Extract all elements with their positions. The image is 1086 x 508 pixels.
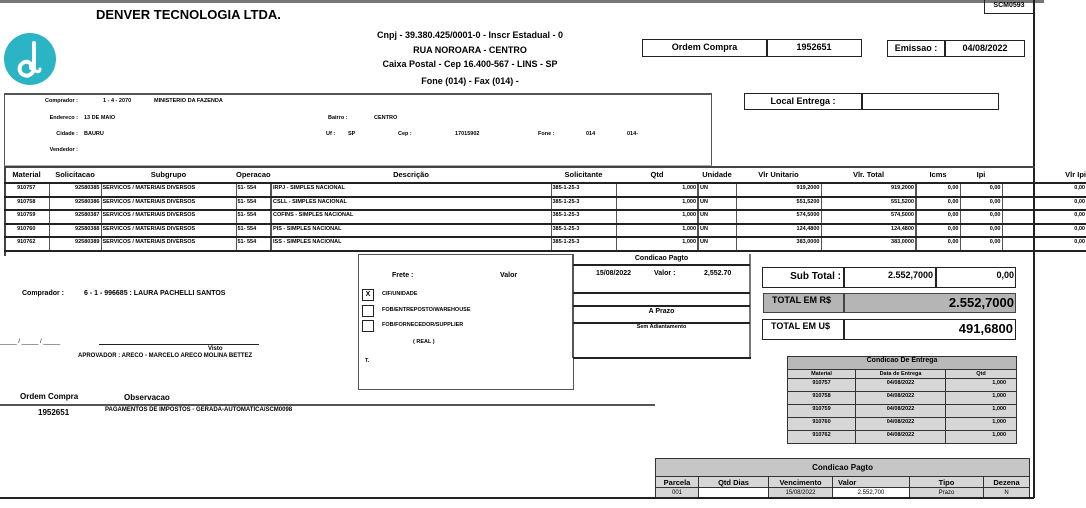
subtotal-box	[762, 267, 1016, 288]
subtotal-label: Sub Total :	[790, 271, 841, 282]
item-row	[4, 210, 1086, 224]
company-postal: Caixa Postal - Cep 16.400-567 - LINS - SP	[382, 59, 558, 69]
delivery-col-qtd: Qtd	[946, 370, 1017, 379]
cond-pagto-date: 15/08/2022	[596, 270, 632, 277]
item-solicitante: 385-1-25-3	[551, 210, 616, 224]
item-row	[4, 197, 1086, 211]
frete-label: Frete :	[392, 272, 414, 279]
cond-pagto-prazo: A Prazo	[648, 308, 675, 315]
purchaser-label: Comprador :	[22, 290, 64, 297]
company-phone: Fone (014) - Fax (014) -	[421, 76, 519, 86]
item-vlr-total: 551,5200	[821, 197, 916, 211]
frete-option-checkbox[interactable]: X	[362, 289, 374, 301]
col-vlr-total: Vlr. Total	[821, 167, 916, 183]
aprovador: APROVADOR : ARECO - MARCELO ARECO MOLINA BETTEZ	[78, 353, 253, 359]
frete-valor-label: Valor	[500, 272, 518, 279]
order-number: 1952651	[796, 42, 832, 52]
local-entrega-box	[744, 93, 999, 110]
item-descricao: ISS - SIMPLES NACIONAL	[271, 237, 551, 251]
cidade-label: Cidade :	[56, 131, 78, 137]
delivery-qtd: 1,000	[946, 431, 1017, 444]
frete-currency: ( REAL )	[413, 339, 435, 345]
item-solicitante: 385-1-25-3	[551, 237, 616, 251]
delivery-row	[788, 392, 1017, 405]
emission-label: Emissao :	[894, 43, 938, 53]
item-qtd: 1,000	[616, 197, 698, 211]
delivery-qtd: 1,000	[946, 418, 1017, 431]
fone-label: Fone :	[538, 131, 555, 137]
cond-pagto-title: Condicao Pagto	[634, 255, 689, 262]
item-vlr-unitario: 383,0000	[736, 237, 821, 251]
item-ipi: 0,00	[960, 197, 1002, 211]
bairro-value: CENTRO	[374, 115, 398, 121]
item-subgrupo: SERVICOS / MATERIAIS DIVERSOS	[101, 210, 236, 224]
item-descricao: PIS - SIMPLES NACIONAL	[271, 224, 551, 238]
item-solicitacao: 92580387	[49, 210, 101, 224]
col-vlr-ipi: Vlr Ipi	[1002, 167, 1086, 183]
item-material: 910760	[4, 224, 49, 238]
item-qtd: 1,000	[616, 224, 698, 238]
col-subgrupo: Subgrupo	[101, 167, 236, 183]
frete-option-label: CIF/UNIDADE	[382, 291, 418, 297]
item-vlr-ipi: 0,00	[1002, 183, 1086, 197]
delivery-qtd: 1,000	[946, 379, 1017, 392]
item-material: 910758	[4, 197, 49, 211]
cep-value: 17015902	[455, 131, 480, 137]
delivery-material: 910760	[788, 418, 856, 431]
item-vlr-unitario: 919,2000	[736, 183, 821, 197]
col-material: Material	[4, 167, 49, 183]
installments-col-vencimento: Vencimento	[769, 477, 833, 488]
total-usd-box	[762, 319, 1016, 340]
total-usd-label: TOTAL EM U$	[771, 321, 831, 331]
subtotal-value: 2.552,7000	[887, 270, 933, 280]
frete-option-label: FOB/ENTREPOSTO/WAREHOUSE	[382, 307, 471, 313]
obs-label: Observacao	[124, 393, 170, 402]
item-vlr-ipi: 0,00	[1002, 197, 1086, 211]
obs-divider	[0, 404, 655, 406]
item-vlr-ipi: 0,00	[1002, 237, 1086, 251]
item-vlr-ipi: 0,00	[1002, 210, 1086, 224]
item-subgrupo: SERVICOS / MATERIAIS DIVERSOS	[101, 224, 236, 238]
item-unidade: UN	[698, 183, 736, 197]
company-logo	[4, 33, 56, 85]
endereco-value: 13 DE MAIO	[84, 115, 116, 121]
bottom-rule	[0, 497, 1034, 499]
item-operacao: 51- 554	[236, 237, 271, 251]
obs-value: PAGAMENTOS DE IMPOSTOS - GERADA-AUTOMATICA/SCM0098	[105, 407, 293, 413]
uf-value: SP	[348, 131, 356, 137]
cond-pagto-valor-label: Valor :	[654, 270, 676, 277]
total-brl-label: TOTAL EM R$	[772, 295, 832, 305]
items-table	[4, 167, 1086, 252]
fone-value-2: 014-	[627, 131, 639, 137]
top-rule	[0, 0, 1044, 3]
document-code: SCM0593	[984, 0, 1034, 14]
item-row	[4, 183, 1086, 197]
purchaser-value: 6 - 1 - 996685 : LAURA PACHELLI SANTOS	[84, 290, 226, 297]
item-material: 910759	[4, 210, 49, 224]
delivery-row	[788, 379, 1017, 392]
item-icms: 0,00	[916, 237, 960, 251]
item-icms: 0,00	[916, 197, 960, 211]
emission-date: 04/08/2022	[962, 43, 1008, 53]
item-vlr-total: 919,2000	[821, 183, 916, 197]
vendedor-label: Vendedor :	[49, 147, 78, 153]
delivery-material: 910757	[788, 379, 856, 392]
endereco-label: Endereco :	[49, 115, 78, 121]
item-ipi: 0,00	[960, 224, 1002, 238]
delivery-date: 04/08/2022	[856, 418, 946, 431]
installments-col-dezena: Dezena	[984, 477, 1030, 488]
installment-valor: 2.552,700	[833, 488, 910, 498]
delivery-conditions-table	[787, 356, 1017, 444]
delivery-date: 04/08/2022	[856, 405, 946, 418]
comprador-label: Comprador :	[45, 98, 78, 104]
item-operacao: 51- 554	[236, 183, 271, 197]
item-descricao: IRPJ - SIMPLES NACIONAL	[271, 183, 551, 197]
delivery-material: 910759	[788, 405, 856, 418]
col-ipi: Ipi	[960, 167, 1002, 183]
local-entrega-label: Local Entrega :	[770, 96, 836, 106]
item-vlr-unitario: 574,5000	[736, 210, 821, 224]
delivery-row	[788, 418, 1017, 431]
obs-ordem-label: Ordem Compra	[20, 392, 79, 401]
frete-option-checkbox[interactable]	[362, 305, 374, 317]
item-solicitante: 385-1-25-3	[551, 224, 616, 238]
item-ipi: 0,00	[960, 183, 1002, 197]
order-number-box	[642, 39, 862, 57]
installments-col-qtd-dias: Qtd Dias	[699, 477, 769, 488]
item-row	[4, 224, 1086, 238]
item-solicitacao: 92580386	[49, 197, 101, 211]
col-qtd: Qtd	[616, 167, 698, 183]
installment-dezena: N	[984, 488, 1030, 498]
item-operacao: 51- 554	[236, 197, 271, 211]
delivery-material: 910758	[788, 392, 856, 405]
installment-tipo: Prazo	[910, 488, 984, 498]
delivery-material: 910762	[788, 431, 856, 444]
installment-qtd-dias	[699, 488, 769, 498]
installments-col-tipo: Tipo	[910, 477, 984, 488]
item-vlr-total: 124,4800	[821, 224, 916, 238]
installment-parcela: 001	[656, 488, 699, 498]
fone-value-1: 014	[586, 131, 596, 137]
item-row	[4, 237, 1086, 251]
obs-ordem-value: 1952651	[38, 408, 70, 417]
item-ipi: 0,00	[960, 237, 1002, 251]
delivery-qtd: 1,000	[946, 405, 1017, 418]
total-usd-value: 491,6800	[958, 321, 1013, 336]
item-unidade: UN	[698, 237, 736, 251]
bairro-label: Bairro :	[328, 115, 348, 121]
item-qtd: 1,000	[616, 183, 698, 197]
cond-pagto-adiantamento: Sem Adiantamento	[636, 324, 687, 330]
signature-line	[99, 344, 259, 345]
logo-icon	[4, 33, 56, 85]
total-brl-box	[763, 293, 1016, 313]
item-vlr-ipi: 0,00	[1002, 224, 1086, 238]
item-solicitacao: 92580388	[49, 224, 101, 238]
comprador-code: 1 - 4 - 2070	[103, 98, 132, 104]
visto-label: Visto	[208, 346, 223, 352]
cep-label: Cep :	[398, 131, 412, 137]
item-icms: 0,00	[916, 224, 960, 238]
item-solicitante: 385-1-25-3	[551, 183, 616, 197]
col-solicitacao: Solicitacao	[49, 167, 101, 183]
company-address: RUA NOROARA - CENTRO	[413, 45, 527, 55]
item-ipi: 0,00	[960, 210, 1002, 224]
cidade-value: BAURU	[84, 131, 104, 137]
item-solicitacao: 92580385	[49, 183, 101, 197]
delivery-row	[788, 405, 1017, 418]
frete-option-label: FOB/FORNECEDOR/SUPPLIER	[382, 322, 464, 328]
frete-t-label: T.	[365, 358, 370, 364]
col-unidade: Unidade	[698, 167, 736, 183]
item-subgrupo: SERVICOS / MATERIAIS DIVERSOS	[101, 197, 236, 211]
item-descricao: CSLL - SIMPLES NACIONAL	[271, 197, 551, 211]
col-icms: Icms	[916, 167, 960, 183]
delivery-row	[788, 431, 1017, 444]
item-subgrupo: SERVICOS / MATERIAIS DIVERSOS	[101, 183, 236, 197]
col-vlr-unitario: Vlr Unitario	[736, 167, 821, 183]
installments-col-parcela: Parcela	[656, 477, 699, 488]
delivery-col-material: Material	[788, 370, 856, 379]
item-qtd: 1,000	[616, 210, 698, 224]
uf-label: Uf :	[326, 131, 336, 137]
delivery-qtd: 1,000	[946, 392, 1017, 405]
installment-vencimento: 15/08/2022	[769, 488, 833, 498]
company-name: DENVER TECNOLOGIA LTDA.	[96, 7, 281, 22]
item-unidade: UN	[698, 224, 736, 238]
item-unidade: UN	[698, 210, 736, 224]
delivery-date: 04/08/2022	[856, 431, 946, 444]
subtotal-ipi-value: 0,00	[996, 270, 1014, 280]
item-icms: 0,00	[916, 183, 960, 197]
item-operacao: 51- 554	[236, 210, 271, 224]
item-icms: 0,00	[916, 210, 960, 224]
frete-option-checkbox[interactable]	[362, 320, 374, 332]
item-unidade: UN	[698, 197, 736, 211]
item-subgrupo: SERVICOS / MATERIAIS DIVERSOS	[101, 237, 236, 251]
item-vlr-total: 383,0000	[821, 237, 916, 251]
delivery-date: 04/08/2022	[856, 379, 946, 392]
col-solicitante: Solicitante	[551, 167, 616, 183]
item-material: 910762	[4, 237, 49, 251]
delivery-date: 04/08/2022	[856, 392, 946, 405]
approval-date-blank: _____ / _____ / _____	[0, 339, 61, 345]
company-cnpj: Cnpj - 39.380.425/0001-0 - Inscr Estadual - 0	[376, 30, 564, 40]
delivery-col-data: Data de Entrega	[856, 370, 946, 379]
installments-col-valor: Valor	[833, 477, 910, 488]
installments-table	[655, 458, 1030, 498]
total-brl-value: 2.552,7000	[948, 295, 1014, 310]
emission-box	[887, 40, 1025, 57]
installments-title: Condicao Pagto	[656, 459, 1030, 477]
installment-row	[656, 488, 1030, 498]
item-solicitacao: 92580389	[49, 237, 101, 251]
col-descricao: Descrição	[271, 167, 551, 183]
item-qtd: 1,000	[616, 237, 698, 251]
item-vlr-total: 574,5000	[821, 210, 916, 224]
col-operacao: Operacao	[236, 167, 271, 183]
item-vlr-unitario: 551,5200	[736, 197, 821, 211]
order-label: Ordem Compra	[671, 42, 738, 52]
cond-pagto-valor: 2,552.70	[704, 270, 732, 277]
item-solicitante: 385-1-25-3	[551, 197, 616, 211]
item-material: 910757	[4, 183, 49, 197]
item-operacao: 51- 554	[236, 224, 271, 238]
item-descricao: COFINS - SIMPLES NACIONAL	[271, 210, 551, 224]
items-header-row	[4, 167, 1086, 183]
item-vlr-unitario: 124,4800	[736, 224, 821, 238]
comprador-name: MINISTERIO DA FAZENDA	[154, 98, 223, 104]
delivery-title: Condicao De Entrega	[788, 357, 1017, 370]
